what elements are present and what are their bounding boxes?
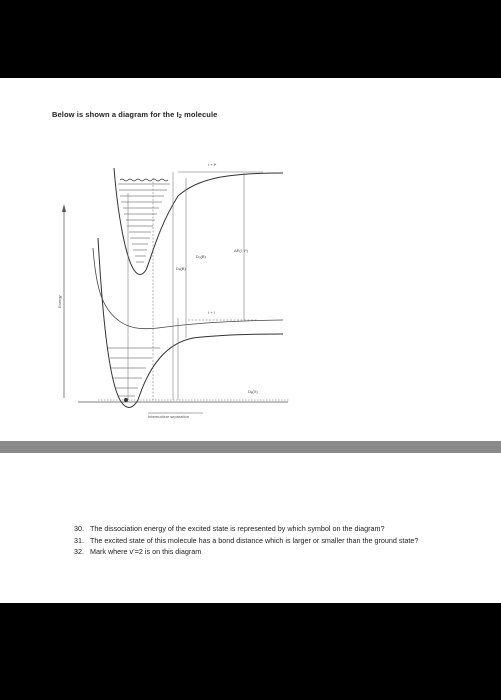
question-number: 32. (74, 547, 84, 556)
dissociation-ground-label: I + I (208, 310, 215, 315)
energy-axis-arrow (62, 204, 66, 212)
potential-energy-diagram (58, 138, 290, 428)
excited-vibrational-levels (118, 184, 170, 262)
page-separator (0, 441, 501, 453)
page-heading (52, 110, 217, 120)
continuum-wave (120, 179, 168, 181)
question-number: 31. (74, 535, 84, 545)
energy-axis-label: Energy (57, 295, 62, 308)
x-axis-label: Internuclear separation (148, 414, 189, 419)
question-item (74, 535, 494, 547)
question-item (74, 523, 494, 535)
heading-text: Below is shown a diagram for the I (52, 110, 179, 119)
question-number: 30. (74, 524, 84, 533)
ground-state-curve (98, 238, 283, 408)
question-item (74, 546, 494, 558)
d0-excited-label: D₀(B) (196, 254, 206, 259)
heading-suffix: molecule (181, 110, 218, 119)
question-text: The excited state of this molecule has a bond distance which is larger or smaller than the ground state? (90, 535, 419, 545)
delta-e-label: ΔE(I, I*) (234, 248, 249, 253)
excited-b-curve (93, 248, 283, 329)
question-list (74, 523, 494, 558)
question-text: The dissociation energy of the excited state is represented by which symbol on the diagram? (90, 524, 385, 533)
de-ground-label: Dₑ(X) (248, 389, 258, 394)
question-text: Mark where v’=2 is on this diagram (90, 547, 202, 556)
de-excited-label: Dₑ(B) (176, 266, 186, 271)
zero-point-dot (124, 398, 128, 402)
document-page-bottom (0, 453, 501, 603)
document-page-top (0, 78, 501, 441)
dissociation-top-label: I + I* (208, 162, 217, 167)
heading-subscript: 2 (178, 114, 182, 120)
transition-lines (98, 172, 290, 400)
